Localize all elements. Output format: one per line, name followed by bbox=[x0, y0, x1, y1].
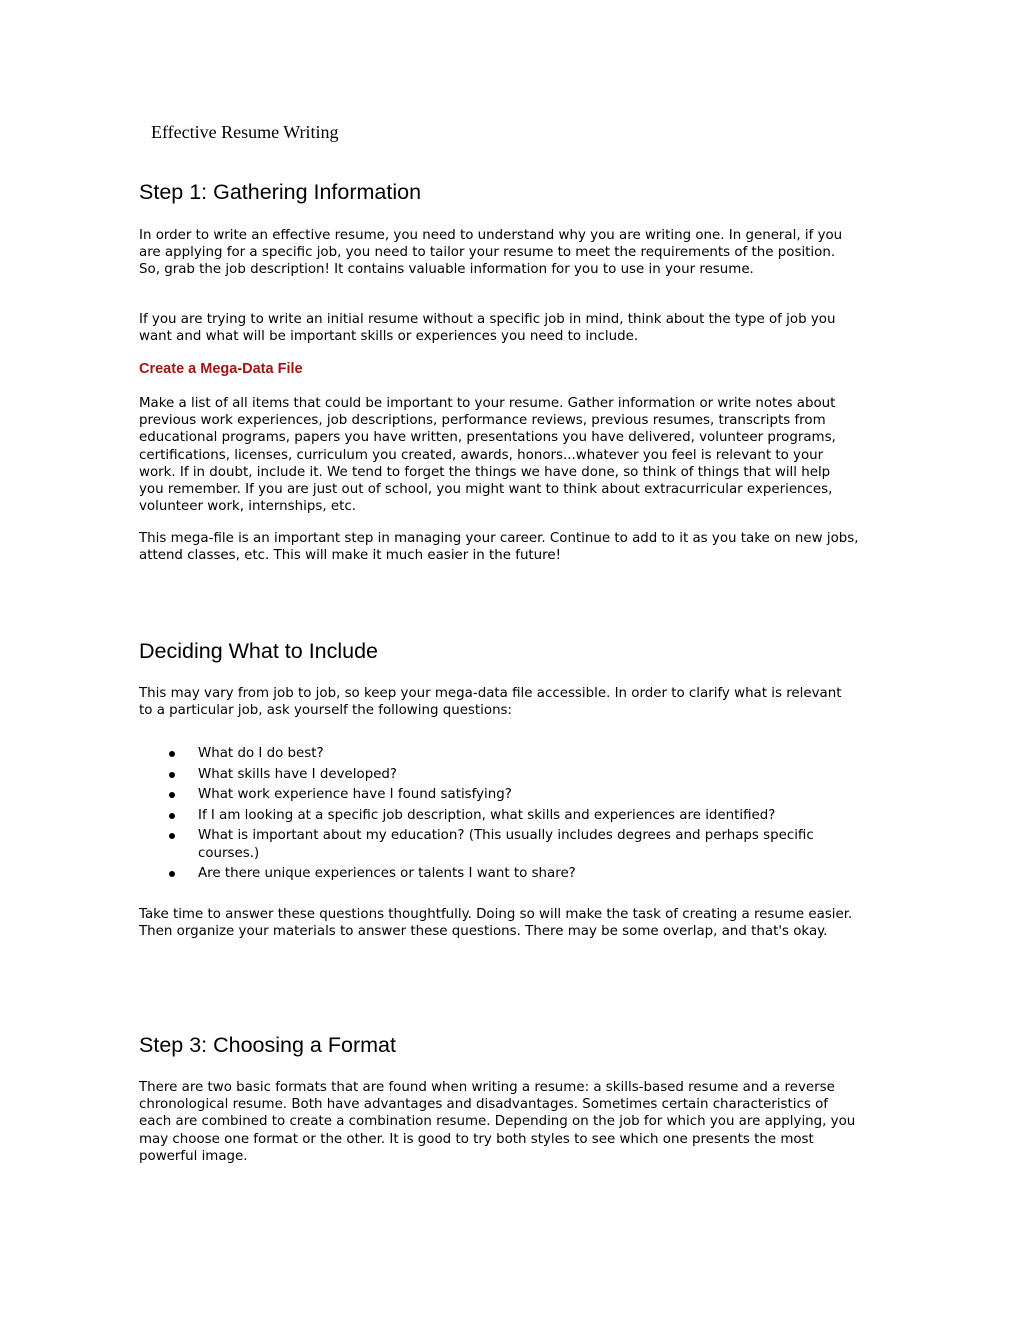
deciding-outro: Take time to answer these questions thoughtfully. Doing so will make the task of creating a resume easier. Then organize your materials to answer these questions. There may be some overlap, and that's okay. bbox=[139, 907, 853, 940]
question-text: Are there unique experiences or talents I want to share? bbox=[198, 866, 576, 882]
mega-data-subheading: Create a Mega-Data File bbox=[139, 361, 303, 377]
questions-list bbox=[139, 745, 859, 886]
document-title: Effective Resume Writing bbox=[151, 122, 339, 142]
bullet-icon bbox=[169, 792, 175, 798]
bullet-icon bbox=[169, 833, 175, 839]
question-text: What skills have I developed? bbox=[198, 766, 398, 782]
question-item bbox=[139, 865, 859, 882]
bullet-icon bbox=[169, 813, 175, 819]
step3-heading: Step 3: Choosing a Format bbox=[139, 1033, 396, 1057]
question-text: What do I do best? bbox=[198, 746, 324, 761]
question-text: If I am looking at a specific job description, what skills and experiences are identified? bbox=[198, 807, 776, 823]
bullet-icon bbox=[169, 751, 175, 757]
step1-heading: Step 1: Gathering Information bbox=[139, 180, 422, 204]
mega-data-paragraph-1: Make a list of all items that could be important to your resume. Gather information or write notes about previous work experiences, job descriptions, performance reviews, previous resumes, transcripts from educational programs, papers you have written, presentations you have delivered, volunteer programs, certifications, licenses, curriculum you created, awards, honors...whatever you feel is relevant to your work. If in doubt, include it. We tend to forget the things we have done, so think of things that will help you remember. If you are just out of school, you might want to think about extracurricular experiences, volunteer work, internships, etc. bbox=[139, 396, 836, 515]
mega-data-paragraph-2: This mega-file is an important step in managing your career. Continue to add to it as you take on new jobs, attend classes, etc. This will make it much easier in the future! bbox=[139, 531, 859, 564]
question-item bbox=[139, 766, 859, 783]
deciding-intro: This may vary from job to job, so keep your mega-data file accessible. In order to clarify what is relevant to a particular job, ask yourself the following questions: bbox=[139, 686, 842, 719]
bullet-icon bbox=[169, 772, 175, 778]
bullet-icon bbox=[169, 871, 175, 877]
step1-paragraph-2: If you are trying to write an initial resume without a specific job in mind, think about the type of job you want and what will be important skills or experiences you need to include. bbox=[139, 312, 836, 345]
question-text: What work experience have I found satisfying? bbox=[198, 787, 512, 803]
step1-paragraph-1: In order to write an effective resume, you need to understand why you are writing one. In general, if you are applying for a specific job, you need to tailor your resume to meet the requirements of the position. So, grab the job description! It contains valuable information for you to use in your resume. bbox=[139, 228, 843, 278]
question-item bbox=[139, 786, 859, 803]
question-item bbox=[139, 807, 859, 824]
deciding-heading: Deciding What to Include bbox=[139, 639, 379, 663]
step3-paragraph: There are two basic formats that are found when writing a resume: a skills-based resume and a reverse chronological resume. Both have advantages and disadvantages. Sometimes certain characteristics of each are combined to create a combination resume. Depending on the job for which you are applying, you may choose one format or the other. It is good to try both styles to see which one presents the most powerful image. bbox=[139, 1080, 856, 1164]
question-item bbox=[139, 827, 859, 861]
question-text: What is important about my education? (This usually includes degrees and perhaps specific courses.) bbox=[198, 828, 814, 861]
question-item bbox=[139, 745, 859, 762]
